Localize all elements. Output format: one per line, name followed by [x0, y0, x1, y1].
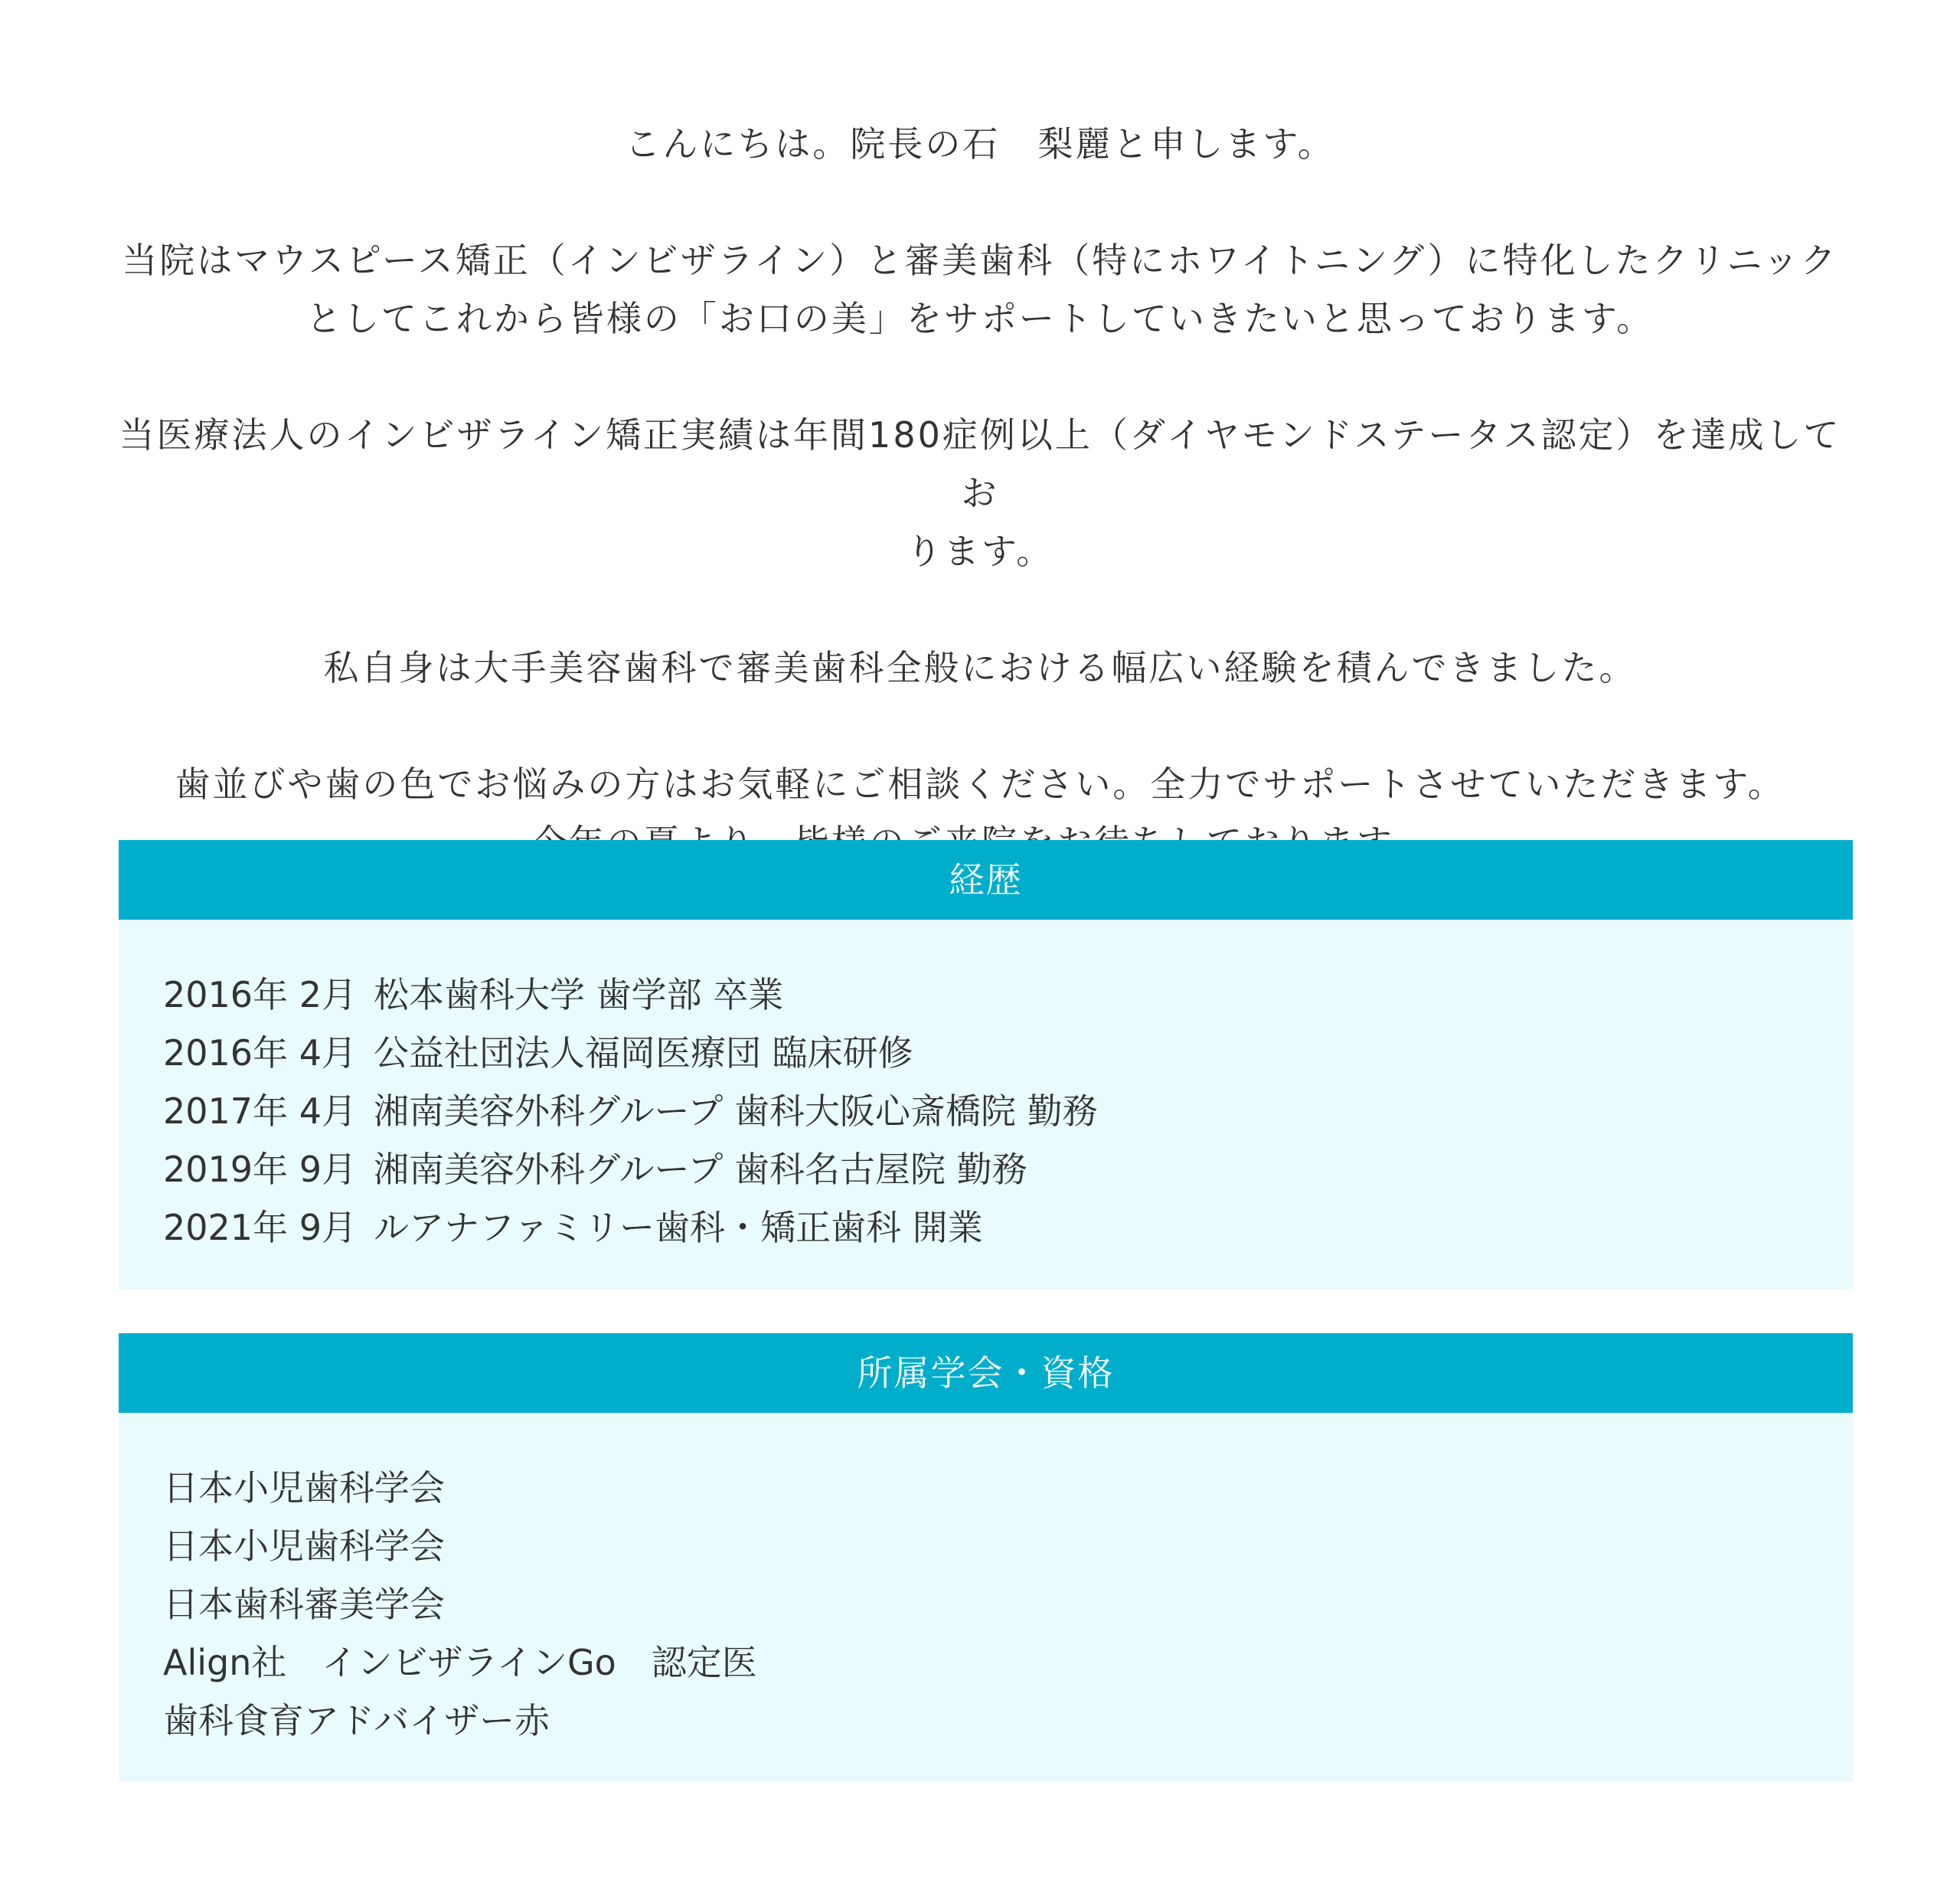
experience-line: 私自身は大手美容歯科で審美歯科全般における幅広い経験を積んできました。 — [323, 647, 1637, 688]
career-description: 湘南美容外科グループ 歯科大阪心斎橋院 勤務 — [374, 1090, 1098, 1132]
career-description: ルアナファミリー歯科・矯正歯科 開業 — [374, 1207, 983, 1248]
career-row — [163, 1198, 1808, 1257]
career-date: 2016年 2月 — [163, 974, 357, 1015]
memberships-list — [119, 1413, 1853, 1750]
greeting-paragraph — [119, 115, 1841, 173]
record-line: 当医療法人のインビザライン矯正実績は年間180症例以上（ダイヤモンドステータス認定）を達成してお — [119, 414, 1841, 514]
career-row — [163, 1082, 1808, 1140]
memberships-section — [119, 1333, 1853, 1782]
career-description: 松本歯科大学 歯学部 卒業 — [374, 974, 784, 1015]
clinic-line: としてこれから皆様の「お口の美」をサポートしていきたいと思っております。 — [305, 298, 1655, 339]
clinic-paragraph — [119, 231, 1841, 348]
career-row — [163, 966, 1808, 1024]
career-date: 2016年 4月 — [163, 1032, 357, 1074]
experience-paragraph — [119, 639, 1841, 697]
career-section-title: 経歴 — [119, 840, 1853, 920]
membership-item: 日本小児歯科学会 — [163, 1467, 445, 1509]
membership-item: 日本小児歯科学会 — [163, 1525, 445, 1567]
record-line: ります。 — [906, 531, 1054, 572]
career-description: 公益社団法人福岡医療団 臨床研修 — [374, 1032, 913, 1074]
career-date: 2019年 9月 — [163, 1149, 357, 1190]
membership-item: 歯科食育アドバイザー赤 — [163, 1700, 550, 1741]
career-date: 2021年 9月 — [163, 1207, 357, 1248]
career-row — [163, 1140, 1808, 1198]
career-section — [119, 840, 1853, 1290]
memberships-section-title: 所属学会・資格 — [119, 1333, 1853, 1413]
record-paragraph — [119, 406, 1841, 580]
intro-message — [119, 115, 1841, 871]
greeting-line: こんにちは。院長の石 梨麗と申します。 — [625, 123, 1335, 165]
clinic-line: 当院はマウスピース矯正（インビザライン）と審美歯科（特にホワイトニング）に特化したクリニック — [122, 240, 1838, 281]
career-date: 2017年 4月 — [163, 1090, 357, 1132]
career-row — [163, 1024, 1808, 1082]
membership-item: Align社 インビザラインGo 認定医 — [163, 1642, 757, 1683]
membership-item: 日本歯科審美学会 — [163, 1584, 445, 1625]
career-description: 湘南美容外科グループ 歯科名古屋院 勤務 — [374, 1149, 1027, 1190]
career-list — [119, 920, 1853, 1257]
closing-line: 歯並びや歯の色でお悩みの方はお気軽にご相談ください。全力でサポートさせていただきます。 — [175, 763, 1785, 805]
